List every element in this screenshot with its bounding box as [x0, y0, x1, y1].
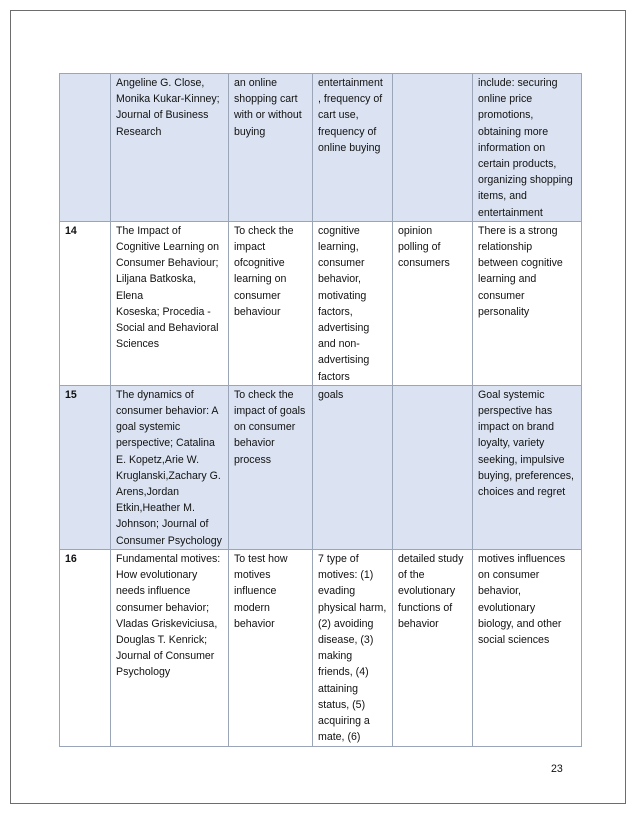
variables-text: goals [318, 388, 344, 401]
reference-cell [111, 549, 229, 746]
variables-cell [313, 549, 393, 746]
reference-text: Angeline G. Close, Monika Kukar-Kinney; Journal of Business Research [116, 77, 220, 138]
literature-review-table [59, 73, 582, 747]
method-cell [393, 221, 473, 385]
variables-text: cognitive learning, consumer behavior, motivating factors, advertising and non- advertising factors [318, 224, 370, 383]
variables-text: entertainment , frequency of cart use, frequency of online buying [318, 77, 383, 154]
reference-cell [111, 221, 229, 385]
page-number: 23 [551, 763, 563, 775]
method-cell [393, 74, 473, 222]
row-number-cell: 14 [60, 221, 111, 385]
table-row [60, 221, 582, 385]
table-row [60, 385, 582, 549]
row-number-cell [60, 74, 111, 222]
variables-cell [313, 385, 393, 549]
findings-cell [473, 385, 582, 549]
reference-cell [111, 74, 229, 222]
findings-text: motives influences on consumer behavior, evolutionary biology, and other social sciences [478, 552, 566, 646]
row-number-cell: 15 [60, 385, 111, 549]
variables-cell [313, 74, 393, 222]
reference-text: Fundamental motives: How evolutionary needs influence consumer behavior; Vladas Griskeviciusa, Douglas T. Kenrick; Journal of Consumer Psychology [116, 552, 221, 679]
objective-text: To check the impact of goals on consumer behavior process [234, 388, 306, 466]
objective-text: an online shopping cart with or without buying [234, 77, 302, 138]
method-text: detailed study of the evolutionary functions of behavior [398, 552, 464, 630]
objective-text: To check the impact ofcognitive learning on consumer behaviour [234, 224, 294, 318]
findings-cell [473, 549, 582, 746]
findings-text: Goal systemic perspective has impact on brand loyalty, variety seeking, impulsive buying, preferences, choices and regret [478, 388, 574, 499]
method-cell [393, 549, 473, 746]
method-text: opinion polling of consumers [398, 224, 450, 270]
findings-text: There is a strong relationship between cognitive learning and consumer personality [478, 224, 563, 318]
findings-cell [473, 74, 582, 222]
objective-cell [229, 74, 313, 222]
objective-cell [229, 221, 313, 385]
method-cell [393, 385, 473, 549]
table-row [60, 74, 582, 222]
variables-cell [313, 221, 393, 385]
findings-cell [473, 221, 582, 385]
reference-cell [111, 385, 229, 549]
objective-cell [229, 385, 313, 549]
reference-text: The dynamics of consumer behavior: A goal systemic perspective; Catalina E. Kopetz,Arie W. Kruglanski,Zachary G. Arens,Jordan Etkin,Heather M. Johnson; Journal of Consumer Psychology [116, 388, 222, 547]
objective-text: To test how motives influence modern behavior [234, 552, 288, 630]
variables-text: 7 type of motives: (1) evading physical harm, (2) avoiding disease, (3) making friends, (4) attaining status, (5) acquiring a mate, (6) [318, 552, 387, 744]
row-number-cell: 16 [60, 549, 111, 746]
findings-text: include: securing online price promotions, obtaining more information on certain products, organizing shopping items, and entertainment [478, 77, 573, 219]
reference-text: The Impact of Cognitive Learning on Consumer Behaviour; Liljana Batkoska, Elena Koseska; Procedia - Social and Behavioral Sciences [116, 224, 220, 351]
objective-cell [229, 549, 313, 746]
table-row [60, 549, 582, 746]
